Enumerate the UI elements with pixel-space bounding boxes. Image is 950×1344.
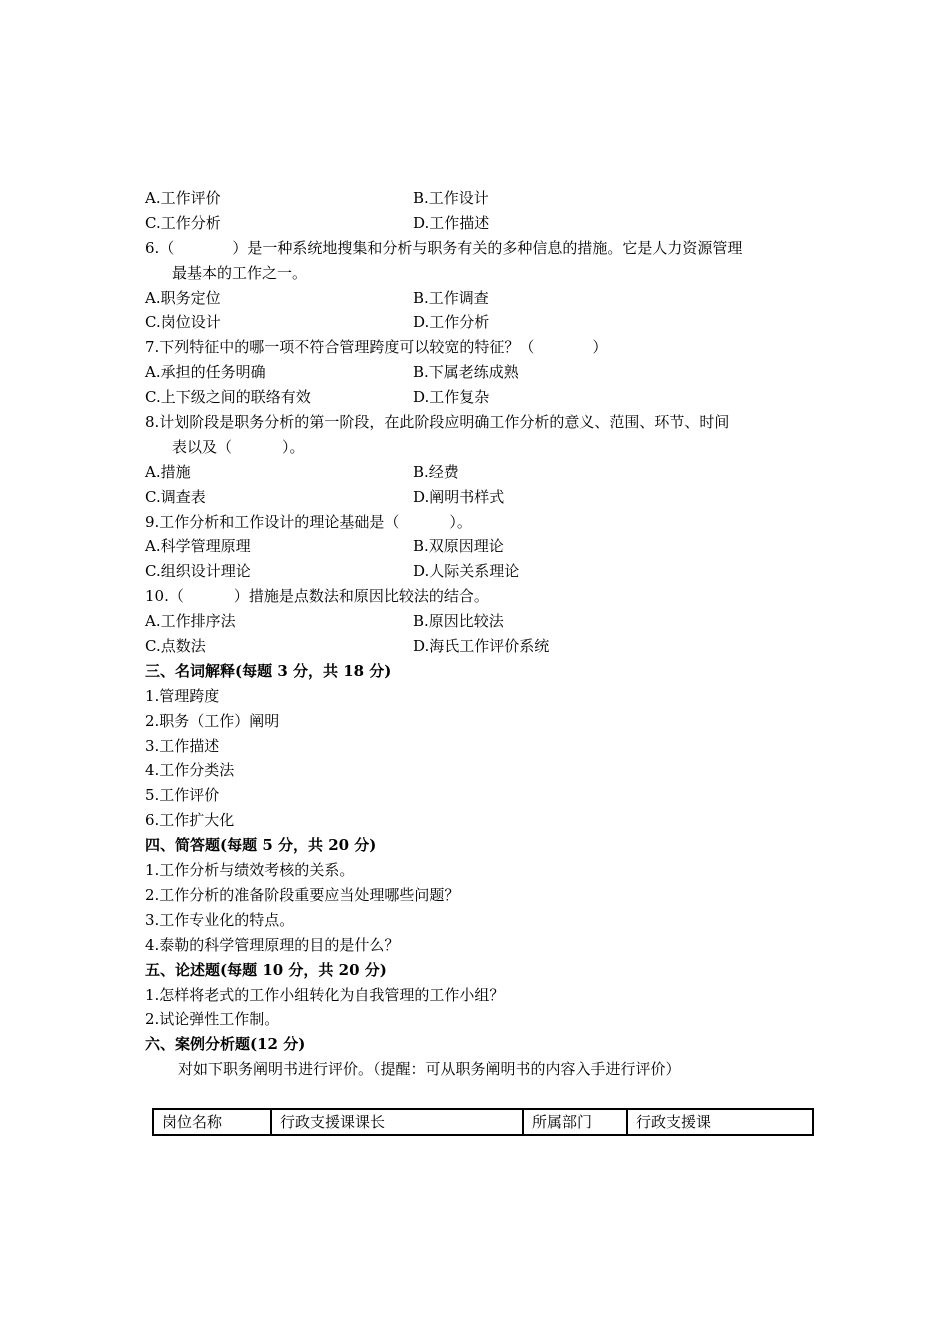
q9-option-d: D.人际关系理论: [413, 562, 520, 581]
q6-option-a: A.职务定位: [145, 288, 221, 307]
section-6-heading: 六、案例分析题(12 分): [145, 1035, 306, 1054]
exam-page: [145, 186, 815, 1082]
q7-option-c: C.上下级之间的联络有效: [145, 388, 311, 407]
q10-option-d: D.海氏工作评价系统: [413, 637, 550, 656]
q6-option-c: C.岗位设计: [145, 313, 221, 332]
section-5-item: 2.试论弹性工作制。: [145, 1010, 280, 1029]
q5-option-a: A.工作评价: [145, 189, 221, 207]
section-6-instruction: 对如下职务阐明书进行评价。（提醒：可从职务阐明书的内容入手进行评价）: [178, 1060, 681, 1079]
section-4-item: 3.工作专业化的特点。: [145, 910, 295, 929]
section-4-item: 4.泰勒的科学管理原理的目的是什么？: [145, 935, 400, 954]
section-3-item: 5.工作评价: [145, 786, 220, 805]
q9-option-b: B.双原因理论: [413, 537, 504, 556]
q9-options-row-2: [145, 559, 815, 584]
q9-option-c: C.组织设计理论: [145, 562, 251, 581]
q8-option-a: A.措施: [145, 462, 191, 481]
q5-option-b: B.工作设计: [413, 189, 489, 207]
section-3-item: 6.工作扩大化: [145, 811, 235, 830]
section-3-item: 1.管理跨度: [145, 686, 220, 705]
q5-options-row-2: [145, 211, 815, 236]
table-cell-department-label: 所属部门: [523, 1109, 627, 1135]
q7-option-b: B.下属老练成熟: [413, 363, 519, 382]
q8-option-b: B.经费: [413, 462, 459, 481]
q5-option-d: D.工作描述: [413, 213, 490, 232]
section-3-item: 3.工作描述: [145, 736, 220, 755]
q5-option-c: C.工作分析: [145, 213, 221, 232]
q6-options-row-1: [145, 286, 815, 311]
q9-stem: 9.工作分析和工作设计的理论基础是（ ）。: [145, 512, 472, 531]
section-3-heading: 三、名词解释(每题 3 分，共 18 分): [145, 661, 392, 680]
q8-options-row-1: [145, 460, 815, 485]
q7-stem: 7.下列特征中的哪一项不符合管理跨度可以较宽的特征？（ ）: [145, 338, 608, 357]
q7-options-row-2: [145, 385, 815, 410]
q8-stem-line-2: 表以及（ ）。: [172, 437, 305, 456]
q8-option-d: D.阐明书样式: [413, 487, 505, 506]
table-cell-position-label: 岗位名称: [153, 1109, 271, 1135]
q8-option-c: C.调查表: [145, 487, 206, 506]
section-5-heading: 五、论述题(每题 10 分，共 20 分): [145, 960, 387, 979]
q10-stem: 10.（ ）措施是点数法和原因比较法的结合。: [145, 587, 489, 606]
q10-options-row-2: [145, 634, 815, 659]
table-cell-position-value: 行政支援课课长: [271, 1109, 523, 1135]
q6-option-d: D.工作分析: [413, 313, 490, 332]
q6-options-row-2: [145, 310, 815, 335]
section-4-heading: 四、简答题(每题 5 分，共 20 分): [145, 836, 377, 855]
q9-option-a: A.科学管理原理: [145, 537, 251, 556]
q7-option-d: D.工作复杂: [413, 388, 490, 407]
section-3-item: 4.工作分类法: [145, 761, 235, 780]
table-cell-department-value: 行政支援课: [627, 1109, 813, 1135]
q8-stem-line-1: 8.计划阶段是职务分析的第一阶段，在此阶段应明确工作分析的意义、范围、环节、时间: [145, 413, 730, 432]
q6-stem-line-1: 6.（ ）是一种系统地搜集和分析与职务有关的多种信息的措施。它是人力资源管理: [145, 238, 743, 257]
job-description-table: [152, 1108, 814, 1136]
q5-options-row-1: [145, 186, 815, 211]
section-4-item: 1.工作分析与绩效考核的关系。: [145, 861, 355, 880]
q10-options-row-1: [145, 609, 815, 634]
q6-option-b: B.工作调查: [413, 288, 489, 307]
q7-options-row-1: [145, 360, 815, 385]
q10-option-a: A.工作排序法: [145, 612, 236, 631]
table-row: [153, 1109, 813, 1135]
section-4-item: 2.工作分析的准备阶段重要应当处理哪些问题？: [145, 885, 460, 904]
q10-option-b: B.原因比较法: [413, 612, 504, 631]
q8-options-row-2: [145, 485, 815, 510]
q9-options-row-1: [145, 534, 815, 559]
q6-stem-line-2: 最基本的工作之一。: [172, 263, 308, 282]
section-5-item: 1.怎样将老式的工作小组转化为自我管理的工作小组？: [145, 985, 505, 1004]
q10-option-c: C.点数法: [145, 637, 206, 656]
section-3-item: 2.职务（工作）阐明: [145, 711, 280, 730]
q7-option-a: A.承担的任务明确: [145, 363, 266, 382]
